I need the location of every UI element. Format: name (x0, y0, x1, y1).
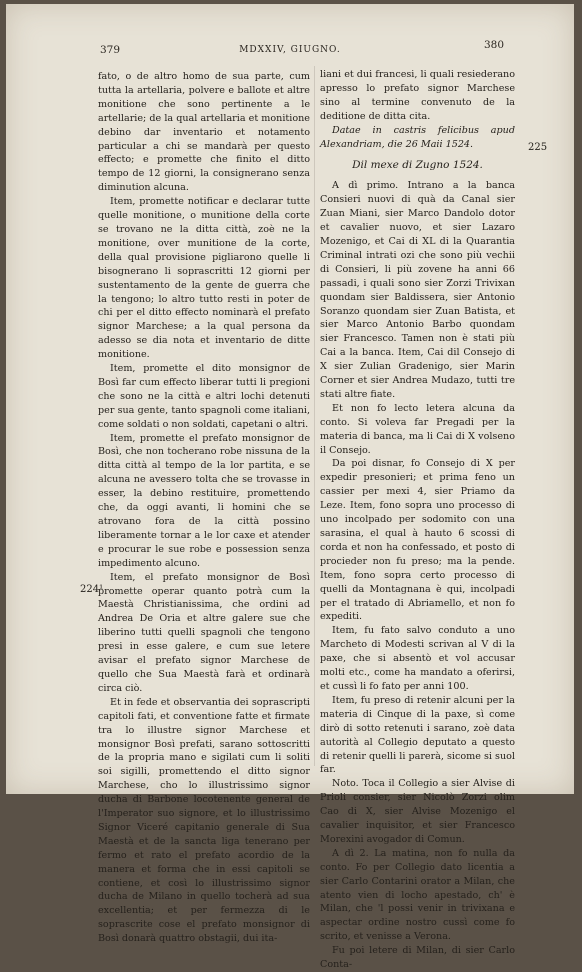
dated-line: Datae in castris felicibus apud Alexandriam, die 26 Maii 1524. (320, 124, 515, 150)
margin-number-left: 224¹ (80, 584, 104, 595)
right-paragraph: Fu poi letere di Milan, di sier Carlo Conta- (320, 945, 515, 971)
left-column (98, 70, 310, 946)
column-divider (314, 66, 315, 766)
month-heading: Dil mexe di Zugno 1524. (352, 159, 483, 172)
right-column (320, 68, 515, 972)
right-paragraph: Et non fo lecto letera alcuna da conto. Si voleva far Pregadi per la materia di banca, ma li Cai di X volseno il Consejo. (320, 402, 515, 456)
left-paragraph: Item, promette el dito monsignor de Bosì far cum effecto liberar tutti li pregioni che sono ne la città e altri lochi detenuti per sua gente, tanto spagnoli come italiani, come soldati o non soldati, capetani o altri. (98, 363, 310, 430)
right-paragraph: Noto. Toca il Collegio a sier Alvise di Prioli consier, sier Nicolò Zorzi olim Cao di X, sier Alvise Mozenigo el cavalier inquisitor, et sier Francesco Morexini avogador di Comun. (320, 778, 515, 845)
left-paragraph: Item, promette el prefato monsignor de Bosì, che non tocherano robe nissuna de la ditta città al tempo de la lor partita, e se alcuna ne avessero tolta che se trovasse in esser, la debino restituire, promettendo che, da oggi avanti, li homini che se atrovano fora de la città possino liberamente tornar a le lor caxe et atender e procurar le sue robe e possession senza impedimento alcuno. (98, 432, 310, 569)
margin-number-right: 225 (528, 142, 548, 153)
right-paragraph: A dì 2. La matina, non fo nulla da conto. Fo per Collegio dato licentia a sier Carlo Contarini orator a Milan, che atento vien di locho apestado, ch' è Milan, che 'l possi venir in trivixana e aspectar ordine nostro cussì come fo scrito, et venisse a Verona. (320, 847, 515, 943)
page-header (6, 39, 574, 60)
page-number-left: 379 (100, 44, 121, 56)
right-paragraph: Da poi disnar, fo Consejo di X per expedir presonieri; et prima feno un cassier per mexi 4, sier Priamo da Leze. Item, fono sopra uno processo di uno incolpado per sodomito con una sarasina, el qual à hauto 6 scossi di corda et non ha confessado, et posto di procieder non fu preso; ma la pende. Item, fono sopra certo processo di quelli da Montagnana è qui, incolpadi per el tratado di Abriamello, et non fo expediti. (320, 458, 515, 623)
running-title: MDXXIV, GIUGNO. (239, 45, 341, 55)
left-paragraph: Item, promette notificar e declarar tutte quelle monitione, o munitione della corte se trovano ne la ditta città, zoè ne la monitione, over munitione de la corte, della qual provisione pigliarono quelle li bisognerano li soprascritti 12 giorni per sustentamento de la gente de guerra che la tengono; lo altro tutto resti in poter de chi per el ditto effecto nominarà el prefato signor Marchese; a la qual persona da adesso se dia nota et inventario de ditte monitione. (98, 196, 310, 361)
right-paragraph: A dì primo. Intrano a la banca Consieri nuovi di quà da Canal sier Zuan Miani, sier Marco Dandolo dotor et cavalier nuovo, et sier Lazaro Mozenigo, et Cai di XL di la Quarantia Criminal intrati ozi che sono più vechii di Consieri, li più zovene ha anni 66 passadi, i quali sono sier Zorzi Trivixan quondam sier Baldissera, sier Antonio Soranzo quondam sier Zuan Batista, et sier Marco Antonio Barbo quondam sier Francesco. Tamen non è stati più Cai a la banca. Item, Cai dil Consejo di X sier Zulian Gradenigo, sier Marin Corner et sier Andrea Mudazo, tutti tre stati altre fiate. (320, 180, 515, 400)
left-paragraph: Item, el prefato monsignor de Bosì promette operar quanto potrà cum la Maestà Christianissima, che ordini ad Andrea De Oria et altre galere sue che liberino tutti quelli spagnoli che tengono presi in esse galere, e cum sue letere avisar el prefato signor Marchese de quello che Sua Maestà farà et ordinarà circa ciò. (98, 571, 310, 694)
book-page (6, 4, 574, 971)
right-paragraph: Item, fu fato salvo conduto a uno Marcheto di Modesti scrivan al V di la paxe, che si absentò et vol accusar molti etc., come ha mandato a oferirsi, et cussì li fo fato per anni 100. (320, 625, 515, 692)
right-intro: liani et dui francesi, li quali resiederano apresso lo prefato signor Marchese sino al termine convenuto de la deditione de ditta cita. (320, 69, 515, 122)
left-paragraph: Et in fede et observantia dei soprascripti capitoli fati, et conventione fatte et firmate tra lo illustre signor Marchese et monsignor Bosì prefati, sarano sottoscritti de la propria mano e sigilati cum li soliti soi sigilli, promettendo el ditto signor Marchese, cho lo illustrissimo signor ducha di Barbone locotenente general de l'Imperator suo signore, et lo illustrissimo Signor Viceré capitanio generale di Sua Maestà et de la sancta liga tenerano per fermo et rato el prefato acordio de la manera et forma che in essi capitoli se contiene, et così lo illustrissimo signor ducha de Milano in quello tocherà ad sua excellentia; et per fermezza di le soprascrite cose el prefato monsignor di Bosì donarà quattro obstagii, dui ita- (98, 696, 310, 945)
page-number-right: 380 (483, 39, 504, 51)
right-paragraph: Item, fu preso di retenir alcuni per la materia di Cinque di la paxe, sì come dirò di sotto retenuti i sarano, zoè data autorità al Collegio deputato a questo di retenir quelli li parerà, sicome si suol far. (320, 694, 515, 776)
left-paragraph: fato, o de altro homo de sua parte, cum tutta la artellaria, polvere e ballote et altre monitione che sono pertinente a le artellarie; de la qual artellaria et monitione debino dar inventario et notamento particular a chi se mandarà per questo effecto; e promette che finito el ditto tempo de 12 giorni, la consignerano senza diminution alcuna. (98, 71, 310, 194)
